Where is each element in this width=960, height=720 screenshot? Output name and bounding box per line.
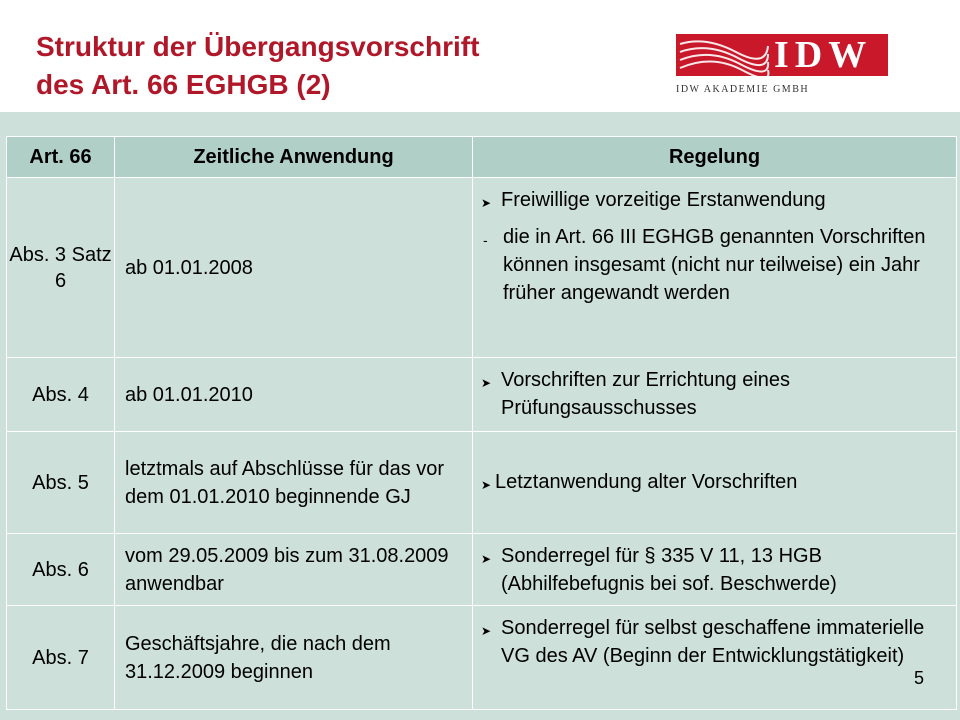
regulation-table [6, 136, 957, 710]
bullet-item [481, 468, 950, 499]
slide-header [0, 0, 960, 112]
slide-title [36, 28, 479, 104]
dash-bullet-icon: - [483, 232, 488, 248]
arrow-bullet-icon: ➤ [481, 552, 492, 566]
cell-time: ab 01.01.2008 [115, 178, 473, 358]
cell-art: Abs. 5 [7, 432, 115, 534]
arrow-bullet-icon: ➤ [481, 478, 492, 492]
bullet-item [481, 186, 950, 217]
arrow-bullet-icon: ➤ [481, 624, 492, 638]
table-row [7, 432, 957, 534]
bullet-text: Vorschriften zur Errichtung eines Prüfungsausschusses [501, 369, 791, 419]
cell-regelung [473, 178, 957, 358]
bullet-text: Freiwillige vorzeitige Erstanwendung [501, 189, 826, 211]
arrow-bullet-icon: ➤ [481, 196, 492, 210]
cell-time: vom 29.05.2009 bis zum 31.08.2009 anwendbar [115, 534, 473, 606]
idw-logo [676, 34, 888, 94]
table-header-row [7, 137, 957, 178]
cell-regelung [473, 534, 957, 606]
header-regelung: Regelung [473, 137, 957, 178]
bullet-text: Letztanwendung alter Vorschriften [495, 471, 798, 493]
logo-pattern-icon [676, 34, 772, 76]
bullet-text: Sonderregel für selbst geschaffene immaterielle VG des AV (Beginn der Entwicklungstätigkeit) [501, 617, 925, 667]
bullet-item [481, 366, 950, 422]
header-art: Art. 66 [7, 137, 115, 178]
cell-regelung [473, 606, 957, 710]
cell-art: Abs. 4 [7, 358, 115, 432]
title-line-1: Struktur der Übergangsvorschrift [36, 31, 480, 62]
logo-subtitle: IDW AKADEMIE GMBH [676, 84, 810, 95]
cell-regelung [473, 358, 957, 432]
bullet-text: Sonderregel für § 335 V 11, 13 HGB (Abhilfebefugnis bei sof. Beschwerde) [501, 545, 837, 595]
dash-item [481, 223, 950, 307]
cell-art: Abs. 6 [7, 534, 115, 606]
table-row [7, 606, 957, 710]
dash-text: die in Art. 66 III EGHGB genannten Vorschriften können insgesamt (nicht nur teilweise) ein Jahr früher angewandt werden [503, 226, 926, 304]
title-line-2: des Art. 66 EGHGB (2) [36, 69, 331, 100]
arrow-bullet-icon: ➤ [481, 376, 492, 390]
cell-art: Abs. 7 [7, 606, 115, 710]
table-row [7, 534, 957, 606]
logo-letters: IDW [774, 34, 873, 76]
page-number: 5 [914, 668, 925, 688]
table-row [7, 178, 957, 358]
cell-time: Geschäftsjahre, die nach dem 31.12.2009 beginnen [115, 606, 473, 710]
bullet-item [481, 542, 950, 598]
cell-regelung [473, 432, 957, 534]
header-zeitliche-anwendung: Zeitliche Anwendung [115, 137, 473, 178]
logo-box [676, 34, 888, 76]
cell-time: letztmals auf Abschlüsse für das vor dem 01.01.2010 beginnende GJ [115, 432, 473, 534]
cell-time: ab 01.01.2010 [115, 358, 473, 432]
bullet-item [481, 614, 950, 670]
cell-art: Abs. 3 Satz 6 [7, 178, 115, 358]
table-row [7, 358, 957, 432]
